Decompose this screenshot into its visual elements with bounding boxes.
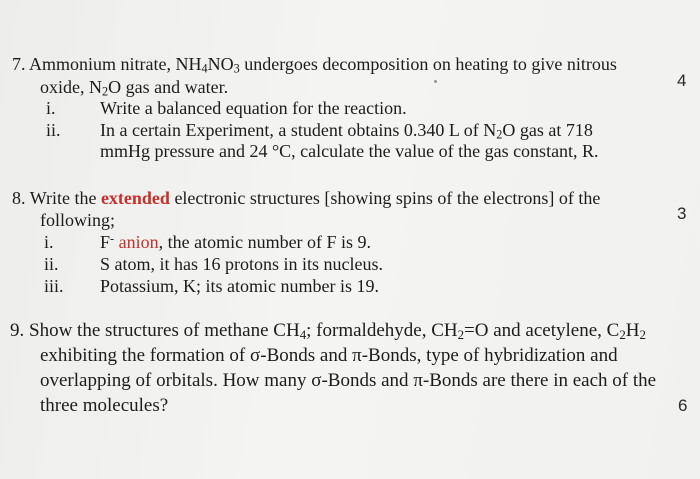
q8-anion-word: anion — [114, 232, 159, 252]
q9-line-4: three molecules? — [40, 395, 169, 416]
q8-part-i-label: i. — [44, 232, 54, 252]
q8-part-ii-label: ii. — [44, 254, 59, 274]
q9-line-2: exhibiting the formation of σ-Bonds and π-Bonds, type of hybridization and — [40, 345, 618, 366]
q8-line-1: 8. Write the extended electronic structures [showing spins of the electrons] of the — [12, 188, 601, 208]
q7-part-ii-continuation: mmHg pressure and 24 °C, calculate the value of the gas constant, R. — [100, 141, 599, 161]
q7-line-1: 7. Ammonium nitrate, $NH_4NO_3$ undergoes decomposition on heating to give nitrous — [12, 54, 617, 76]
q8-marks: 3 — [677, 204, 687, 223]
q8-part-i-text: F- anion, the atomic number of F is 9. — [100, 231, 372, 252]
q7-marks: 4 — [677, 71, 687, 90]
q7-part-ii-text: In a certain Experiment, a student obtains 0.340 L of $N_2O$ gas at 718 — [100, 120, 593, 142]
q7-number: 7. — [12, 54, 26, 74]
q9-number: 9. — [10, 320, 25, 341]
q8-part-ii-text: S atom, it has 16 protons in its nucleus. — [100, 254, 383, 274]
q9-line-3: overlapping of orbitals. How many σ-Bonds and π-Bonds are there in each of the — [40, 370, 657, 391]
pi-symbol: π — [413, 370, 423, 391]
q7-part-ii-label: ii. — [46, 120, 61, 140]
q8-part-iii-text: Potassium, K; its atomic number is 19. — [100, 276, 379, 296]
q8-part-iii-label: iii. — [44, 276, 64, 296]
q8-emphasis-word: extended — [100, 188, 170, 208]
stray-dot — [434, 80, 437, 83]
q7-part-i-label: i. — [46, 98, 56, 118]
q9-line-1: 9. Show the structures of methane $CH_4$; formaldehyde, $CH_2=O$ and acetylene, $C_2H_2$ — [10, 320, 646, 342]
pi-symbol: π — [352, 345, 362, 366]
q8-number: 8. — [12, 188, 26, 208]
q9-marks: 6 — [678, 396, 688, 415]
sigma-symbol: σ — [250, 345, 261, 366]
sigma-symbol: σ — [311, 370, 322, 391]
q7-line-2: oxide, $N_2O$ gas and water. — [40, 77, 229, 99]
q7-part-i-text: Write a balanced equation for the reaction. — [100, 98, 407, 118]
q8-line-2: following; — [40, 210, 115, 230]
